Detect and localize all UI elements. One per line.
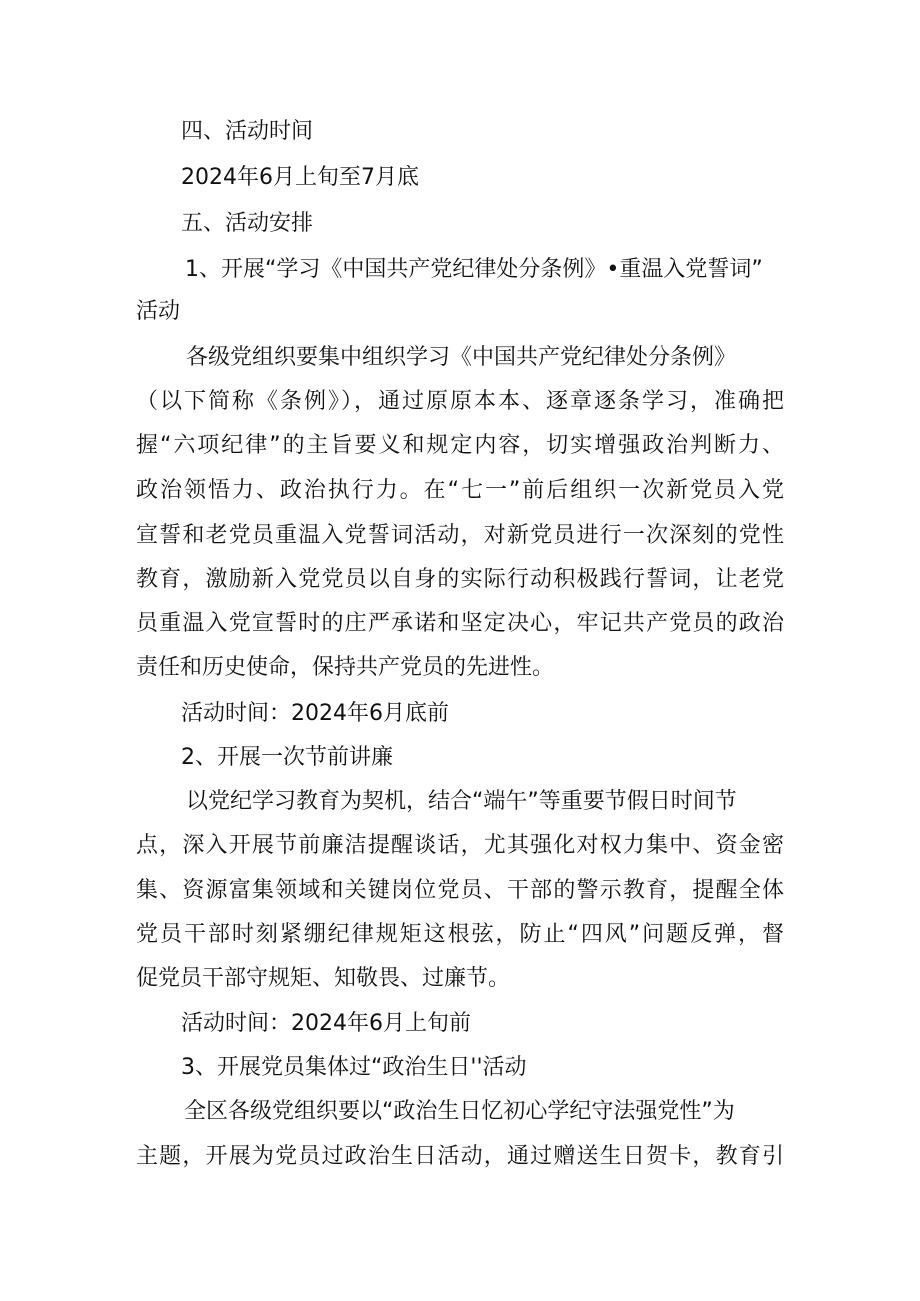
section4-heading: 四、活动时间 [181,119,314,144]
section5-heading: 五、活动安排 [181,211,314,236]
item2-body-line: 党员干部时刻紧绷纪律规矩这根弦，防止“四风”问题反弹，督 [136,922,784,947]
item2-time: 活动时间：2024年6月上旬前 [181,1011,471,1036]
item3-body-line: 全区各级党组织要以“政治生日忆初心学纪守法强党性”为 [184,1099,735,1124]
item1-body-line: 员重温入党宣誓时的庄严承诺和坚定决心，牢记共产党员的政治 [136,611,784,636]
item1-body-line: 教育，激励新入党党员以自身的实际行动积极践行誓词，让老党 [136,567,784,592]
item2-title: 2、开展一次节前讲廉 [181,745,393,770]
item1-body-line: 宣誓和老党员重温入党誓词活动，对新党员进行一次深刻的党性 [136,523,784,548]
item1-time: 活动时间：2024年6月底前 [181,701,449,726]
item3-title: 3、开展党员集体过“政治生日''活动 [181,1055,527,1080]
item3-body-line: 主题，开展为党员过政治生日活动，通过赠送生日贺卡，教育引 [136,1144,784,1169]
item1-body-line: 各级党组织要集中组织学习《中国共产党纪律处分条例》 [186,345,737,370]
item1-body-line: 政治领悟力、政治执行力。在“七一”前后组织一次新党员入党 [136,478,785,503]
item1-body-line: （以下简称《条例》），通过原原本本、逐章逐条学习，准确把 [136,389,784,414]
item2-body-line: 集、资源富集领域和关键岗位党员、干部的警示教育，提醒全体 [136,878,784,903]
item1-body-line: 责任和历史使命，保持共产党员的先进性。 [136,655,555,680]
item1-title-line1: 1、开展“学习《中国共产党纪律处分条例》•重温入党誓词” [185,257,763,282]
item1-body-line: 握“六项纪律”的主旨要义和规定内容，切实增强政治判断力、 [136,433,785,458]
item2-body-line: 以党纪学习教育为契机，结合“端午”等重要节假日时间节 [186,789,737,814]
item2-body-line: 点，深入开展节前廉洁提醒谈话，尤其强化对权力集中、资金密 [136,833,784,858]
section4-time: 2024年6月上旬至7月底 [181,165,419,190]
item1-title-line2: 活动 [136,299,181,324]
item2-body-line: 促党员干部守规矩、知敬畏、过廉节。 [136,966,511,991]
